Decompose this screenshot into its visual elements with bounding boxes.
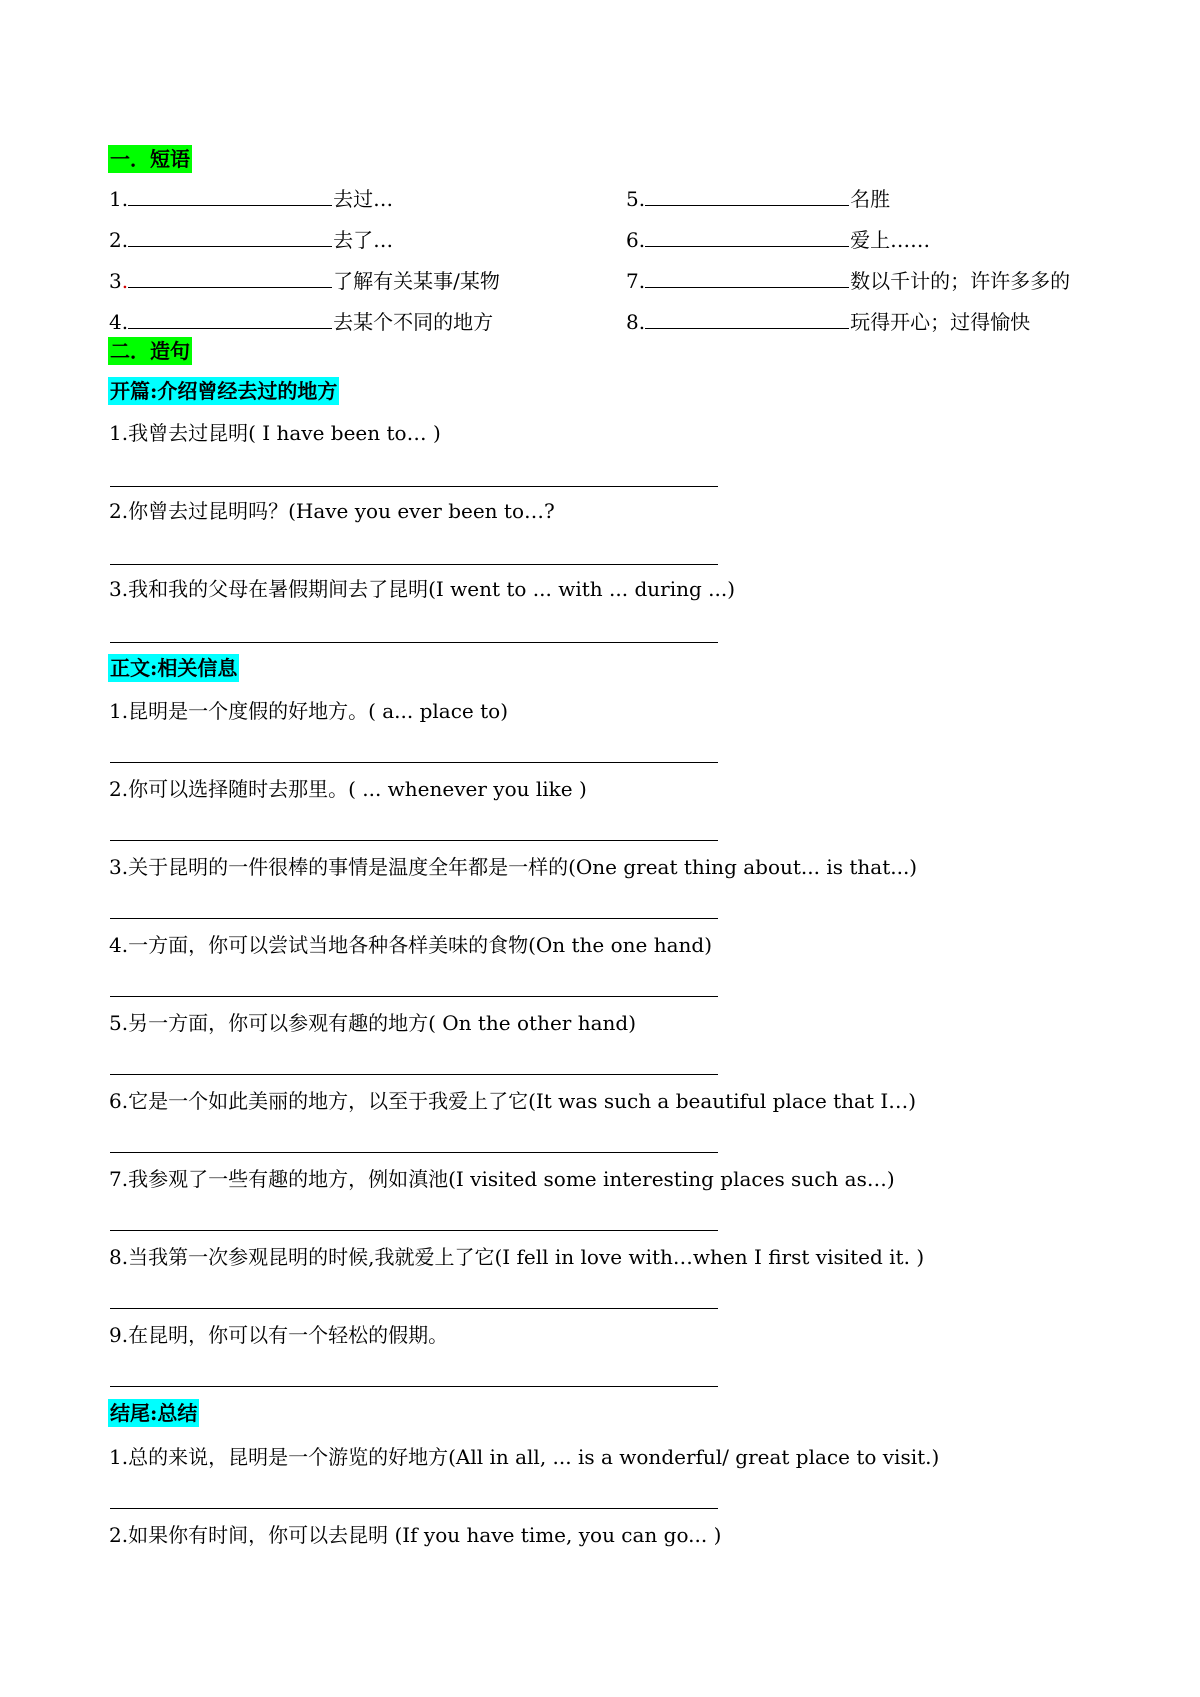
answer-line[interactable] bbox=[110, 642, 718, 643]
section2-title: 二．造句 bbox=[110, 339, 190, 363]
phrase-item bbox=[109, 308, 493, 336]
opening-title: 开篇:介绍曾经去过的地方 bbox=[110, 379, 338, 403]
phrase-number: 7. bbox=[626, 269, 646, 293]
phrase-meaning: 去某个不同的地方 bbox=[333, 310, 494, 334]
phrase-item bbox=[626, 308, 1030, 336]
phrase-number: 4. bbox=[109, 310, 129, 334]
answer-line[interactable] bbox=[110, 1508, 718, 1509]
answer-line[interactable] bbox=[110, 1386, 718, 1387]
question-text: 3.关于昆明的一件很棒的事情是温度全年都是一样的(One great thing about... is that...) bbox=[109, 855, 918, 879]
question-text: 2.如果你有时间，你可以去昆明 (If you have time, you can go... ) bbox=[109, 1523, 722, 1547]
question-text: 2.你可以选择随时去那里。( ... whenever you like ) bbox=[109, 777, 587, 801]
answer-line[interactable] bbox=[110, 1074, 718, 1075]
phrase-number: 5. bbox=[626, 187, 646, 211]
phrase-item bbox=[626, 226, 930, 254]
phrase-item bbox=[109, 185, 393, 213]
phrase-number: 3 bbox=[109, 269, 122, 293]
phrase-blank[interactable] bbox=[128, 185, 332, 206]
question-text: 5.另一方面，你可以参观有趣的地方( On the other hand) bbox=[109, 1011, 636, 1035]
phrase-meaning: 去过… bbox=[333, 187, 394, 211]
phrase-blank[interactable] bbox=[645, 185, 849, 206]
phrase-blank[interactable] bbox=[128, 308, 332, 329]
phrase-blank[interactable] bbox=[128, 226, 332, 247]
answer-line[interactable] bbox=[110, 1152, 718, 1153]
phrase-blank[interactable] bbox=[645, 308, 849, 329]
answer-line[interactable] bbox=[110, 564, 718, 565]
phrase-item bbox=[626, 185, 890, 213]
phrase-blank[interactable] bbox=[645, 267, 849, 288]
answer-line[interactable] bbox=[110, 762, 718, 763]
phrase-number: 6. bbox=[626, 228, 646, 252]
answer-line[interactable] bbox=[110, 918, 718, 919]
phrase-item bbox=[109, 267, 500, 295]
answer-line[interactable] bbox=[110, 1308, 718, 1309]
question-text: 4.一方面，你可以尝试当地各种各样美味的食物(On the one hand) bbox=[109, 933, 713, 957]
question-text: 1.总的来说，昆明是一个游览的好地方(All in all, ... is a wonderful/ great place to visit.) bbox=[109, 1445, 940, 1469]
question-text: 1.我曾去过昆明( I have been to… ) bbox=[109, 421, 441, 445]
phrase-meaning: 数以千计的；许许多多的 bbox=[850, 269, 1071, 293]
section1-title: 一．短语 bbox=[110, 147, 190, 171]
question-text: 8.当我第一次参观昆明的时候,我就爱上了它(I fell in love with…when I first visited it. ) bbox=[109, 1245, 925, 1269]
question-text: 1.昆明是一个度假的好地方。( a... place to) bbox=[109, 699, 508, 723]
phrase-number-mark: . bbox=[121, 269, 129, 293]
answer-line[interactable] bbox=[110, 1230, 718, 1231]
phrase-meaning: 去了… bbox=[333, 228, 394, 252]
phrase-meaning: 玩得开心；过得愉快 bbox=[850, 310, 1031, 334]
question-text: 6.它是一个如此美丽的地方，以至于我爱上了它(It was such a beautiful place that I…) bbox=[109, 1089, 917, 1113]
question-text: 9.在昆明，你可以有一个轻松的假期。 bbox=[109, 1323, 449, 1347]
phrase-number: 2. bbox=[109, 228, 129, 252]
phrase-meaning: 名胜 bbox=[850, 187, 891, 211]
question-text: 3.我和我的父母在暑假期间去了昆明(I went to ... with ... during ...) bbox=[109, 577, 736, 601]
answer-line[interactable] bbox=[110, 996, 718, 997]
phrase-blank[interactable] bbox=[645, 226, 849, 247]
answer-line[interactable] bbox=[110, 486, 718, 487]
question-text: 2.你曾去过昆明吗？(Have you ever been to…? bbox=[109, 499, 555, 523]
phrase-blank[interactable] bbox=[128, 267, 332, 288]
phrase-number: 1. bbox=[109, 187, 129, 211]
phrase-meaning: 爱上…… bbox=[850, 228, 931, 252]
ending-title: 结尾:总结 bbox=[110, 1401, 198, 1425]
phrase-item bbox=[109, 226, 393, 254]
phrase-meaning: 了解有关某事/某物 bbox=[333, 269, 500, 293]
question-text: 7.我参观了一些有趣的地方，例如滇池(I visited some interesting places such as…) bbox=[109, 1167, 895, 1191]
phrase-item bbox=[626, 267, 1070, 295]
phrase-number: 8. bbox=[626, 310, 646, 334]
body-title: 正文:相关信息 bbox=[110, 656, 238, 680]
answer-line[interactable] bbox=[110, 840, 718, 841]
